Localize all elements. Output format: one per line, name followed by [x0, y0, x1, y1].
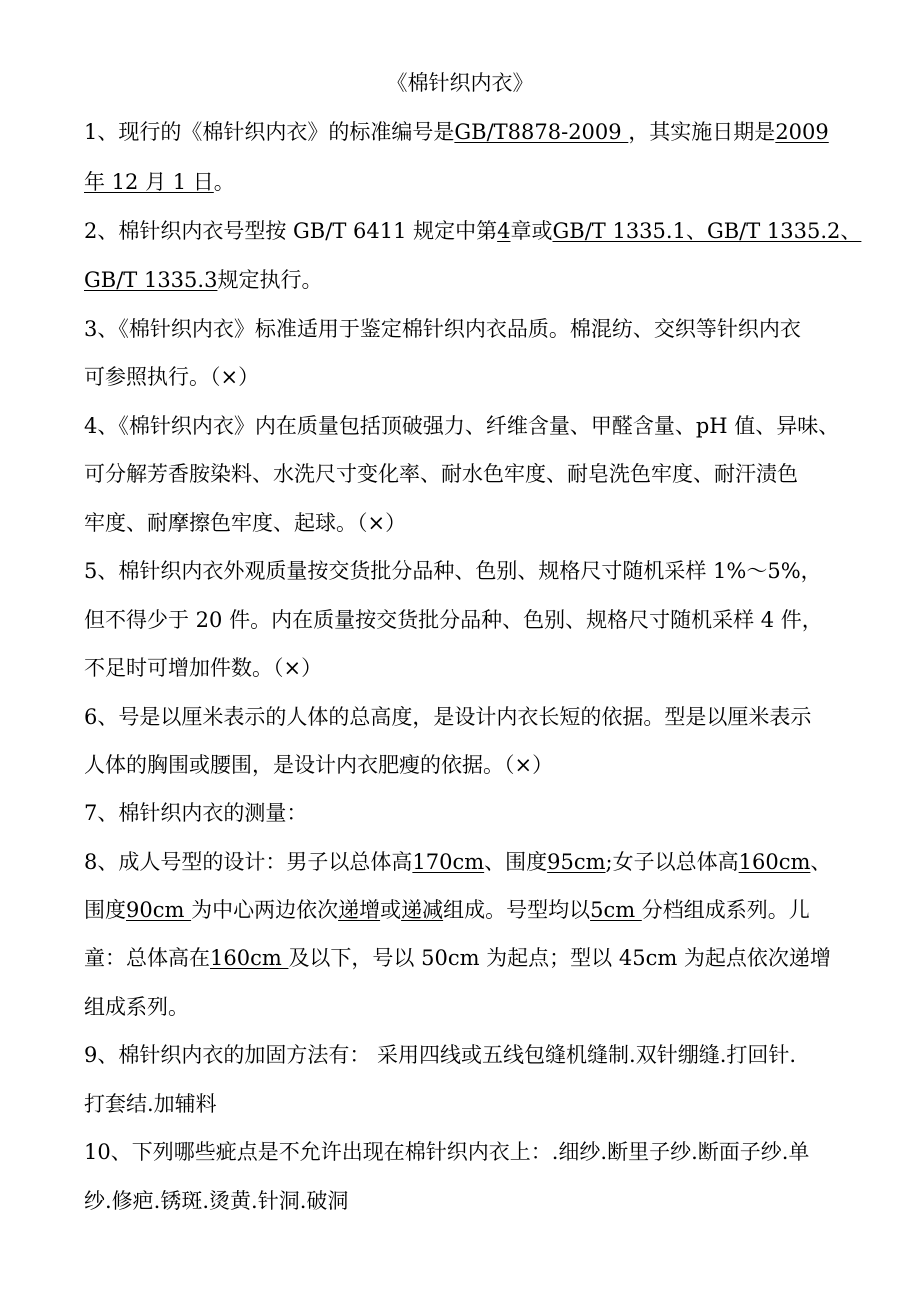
q4-line-1: 4、《棉针织内衣》内在质量包括顶破强力、纤维含量、甲醛含量、pH 值、异味、 — [84, 414, 840, 438]
q8-answer-male-girth: 95cm — [547, 850, 606, 874]
q8-answer-increase: 递增 — [338, 898, 381, 922]
q6-line-1: 6、号是以厘米表示的人体的总高度，是设计内衣长短的依据。型是以厘米表示 — [84, 705, 812, 729]
q8-answer-male-height: 170cm — [412, 850, 485, 874]
q8-text: 、 — [810, 850, 832, 874]
q8-text: 及以下，号以 50cm 为起点；型以 45cm 为起点依次递增 — [288, 946, 831, 970]
q5-line-3: 不足时可增加件数。（×） — [84, 656, 323, 680]
q8-text: 童：总体高在 — [84, 946, 210, 970]
q8-line-4: 组成系列。 — [84, 995, 189, 1019]
q8-text: 或 — [380, 898, 402, 922]
q10-line-2: 纱.修疤.锈斑.烫黄.针洞.破洞 — [84, 1189, 349, 1213]
q8-text: 8、成人号型的设计：男子以总体高 — [84, 850, 413, 874]
q3-line-2: 可参照执行。（×） — [84, 365, 260, 389]
q2-answer-standards: GB/T 1335.1、GB/T 1335.2、 — [552, 219, 862, 243]
q1-text: 1、现行的《棉针织内衣》的标准编号是 — [84, 120, 455, 144]
q7-line-1: 7、棉针织内衣的测量： — [84, 801, 308, 825]
q4-line-2: 可分解芳香胺染料、水洗尺寸变化率、耐水色牢度、耐皂洗色牢度、耐汗渍色 — [84, 462, 798, 486]
q8-text: 为中心两边依次 — [191, 898, 339, 922]
q2-text: 章或 — [510, 219, 553, 243]
q5-line-2: 但不得少于 20 件。内在质量按交货批分品种、色别、规格尺寸随机采样 4 件， — [84, 608, 823, 632]
document-title: 《棉针织内衣》 — [386, 71, 534, 95]
q8-answer-child-height: 160cm — [210, 946, 289, 970]
q6-line-2: 人体的胸围或腰围，是设计内衣肥瘦的依据。（×） — [84, 753, 554, 777]
q8-answer-female-height: 160cm — [738, 850, 811, 874]
q8-text: 组成。号型均以 — [443, 898, 591, 922]
q3-line-1: 3、《棉针织内衣》标准适用于鉴定棉针织内衣品质。棉混纺、交织等针织内衣 — [84, 317, 801, 341]
q8-text: ;女子以总体高 — [605, 850, 739, 874]
q8-answer-decrease: 递减 — [401, 898, 444, 922]
q8-answer-female-girth: 90cm — [126, 898, 192, 922]
q2-answer-chapter: 4 — [497, 219, 511, 243]
q4-line-3: 牢度、耐摩擦色牢度、起球。（×） — [84, 511, 407, 535]
q1-line-2 — [84, 166, 235, 198]
q1-text: 。 — [213, 170, 235, 194]
q2-line-2 — [84, 264, 322, 296]
q2-text: 2、棉针织内衣号型按 GB/T 6411 规定中第 — [84, 219, 498, 243]
q10-line-1: 10、下列哪些疵点是不允许出现在棉针织内衣上：.细纱.断里子纱.断面子纱.单 — [84, 1140, 810, 1164]
q8-text: 围度 — [84, 898, 126, 922]
q8-text: 分档组成系列。儿 — [641, 898, 810, 922]
q2-text: 规定执行。 — [217, 268, 323, 292]
q8-answer-step: 5cm — [590, 898, 642, 922]
q1-answer-year: 2009 — [775, 120, 829, 144]
q1-line-1 — [84, 116, 829, 148]
q1-answer-date: 年 12 月 1 日 — [84, 170, 214, 194]
q8-line-2 — [84, 894, 810, 926]
q1-answer-standard-number: GB/T8878-2009 — [454, 120, 629, 144]
q2-answer-standard-3: GB/T 1335.3 — [84, 268, 218, 292]
q8-text: 、围度 — [484, 850, 548, 874]
q8-line-3 — [84, 942, 831, 974]
q8-line-1 — [84, 846, 831, 878]
q2-line-1 — [84, 215, 861, 247]
q5-line-1: 5、棉针织内衣外观质量按交货批分品种、色别、规格尺寸随机采样 1%～5%， — [84, 559, 822, 583]
q9-line-1: 9、棉针织内衣的加固方法有： 采用四线或五线包缝机缝制.双针绷缝.打回针. — [84, 1043, 797, 1067]
q9-line-2: 打套结.加辅料 — [84, 1092, 217, 1116]
q1-text: ，其实施日期是 — [628, 120, 776, 144]
